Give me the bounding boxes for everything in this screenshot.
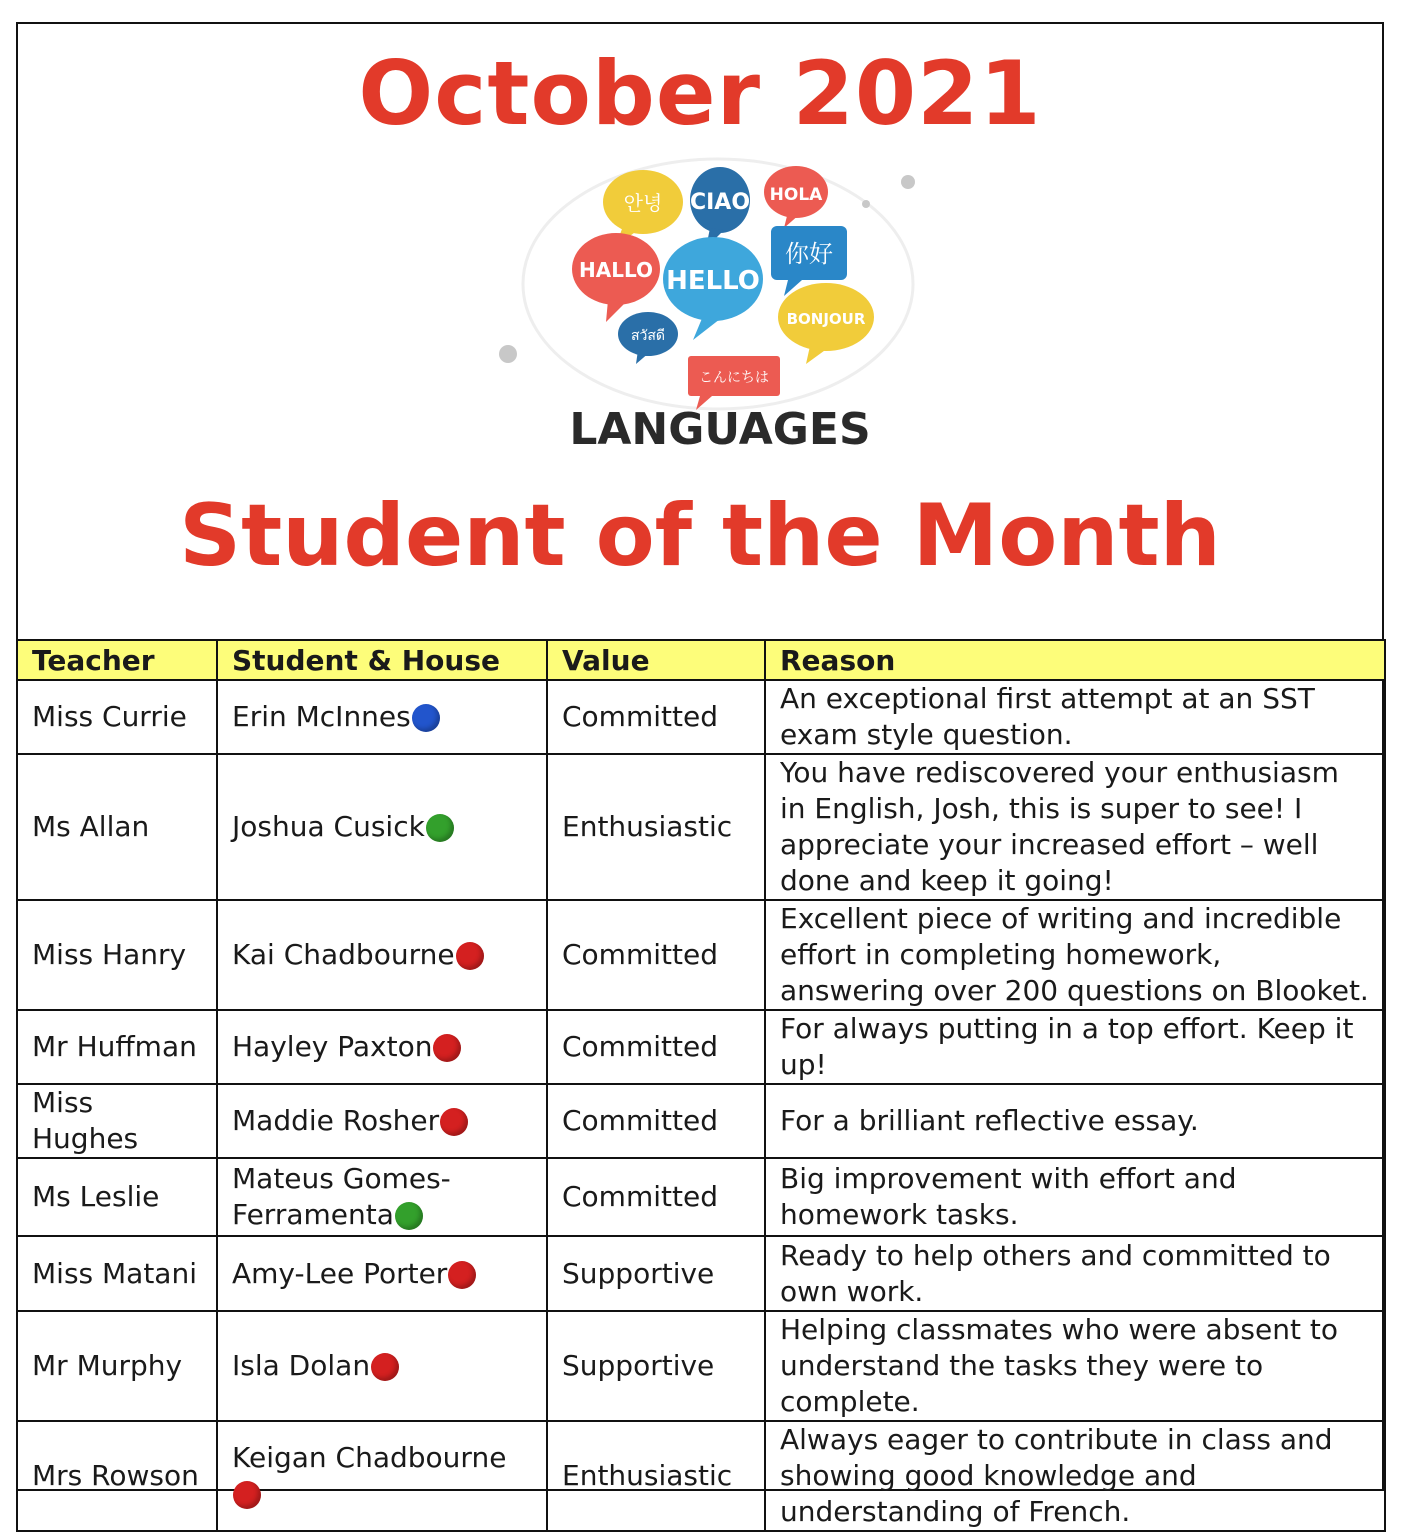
table-header-row xyxy=(17,640,1385,680)
student-cell xyxy=(217,1421,547,1531)
house-blue-icon xyxy=(412,704,440,732)
column-header-reason: Reason xyxy=(765,640,1385,680)
student-name: Erin McInnes xyxy=(232,700,411,733)
languages-logo xyxy=(488,144,948,464)
svg-text:HELLO: HELLO xyxy=(666,266,760,296)
awards-table xyxy=(16,639,1386,1532)
table-row xyxy=(17,754,1385,900)
student-name: Keigan Chadbourne xyxy=(232,1441,507,1474)
table-row xyxy=(17,1158,1385,1236)
table-row xyxy=(17,680,1385,754)
teacher-cell: Miss Matani xyxy=(17,1236,217,1311)
table-row xyxy=(17,1010,1385,1084)
student-cell xyxy=(217,900,547,1010)
svg-text:สวัสดี: สวัสดี xyxy=(630,328,666,344)
svg-text:こんにちは: こんにちは xyxy=(699,370,769,386)
reason-cell: You have rediscovered your enthusiasm in English, Josh, this is super to see! I appreciate your increased effort – well done and keep it going! xyxy=(765,754,1385,900)
reason-cell: Ready to help others and committed to own work. xyxy=(765,1236,1385,1311)
student-cell xyxy=(217,1084,547,1158)
student-name: Joshua Cusick xyxy=(232,810,425,843)
teacher-cell: Miss Currie xyxy=(17,680,217,754)
bubble-sawasdee xyxy=(618,312,678,364)
teacher-cell: Mr Huffman xyxy=(17,1010,217,1084)
student-cell xyxy=(217,1010,547,1084)
value-cell: Supportive xyxy=(547,1311,765,1421)
column-header-value: Value xyxy=(547,640,765,680)
column-header-teacher: Teacher xyxy=(17,640,217,680)
student-name: Amy-Lee Porter xyxy=(232,1256,448,1290)
reason-cell: Big improvement with effort and homework tasks. xyxy=(765,1158,1385,1236)
svg-text:안녕: 안녕 xyxy=(623,191,663,215)
value-cell: Committed xyxy=(547,1158,765,1236)
student-name: Hayley Paxton xyxy=(232,1030,433,1063)
house-green-icon xyxy=(395,1202,423,1230)
teacher-cell: Mrs Rowson xyxy=(17,1421,217,1531)
svg-text:CIAO: CIAO xyxy=(689,190,751,215)
teacher-cell: Ms Leslie xyxy=(17,1158,217,1236)
house-red-icon xyxy=(371,1353,399,1381)
bubble-hello xyxy=(663,237,763,340)
house-red-icon xyxy=(233,1481,261,1509)
teacher-cell: Mr Murphy xyxy=(17,1311,217,1421)
svg-text:BONJOUR: BONJOUR xyxy=(786,310,866,328)
bubble-konnichiwa xyxy=(688,356,780,410)
value-cell: Enthusiastic xyxy=(547,754,765,900)
value-cell: Committed xyxy=(547,1084,765,1158)
table-row xyxy=(17,1311,1385,1421)
value-cell: Supportive xyxy=(547,1236,765,1311)
value-cell: Committed xyxy=(547,900,765,1010)
awards-table-body xyxy=(17,680,1385,1531)
bubble-bonjour xyxy=(778,283,874,364)
student-name: Isla Dolan xyxy=(232,1349,371,1382)
student-name: Maddie Rosher xyxy=(232,1104,440,1137)
house-red-icon xyxy=(440,1108,468,1136)
student-cell xyxy=(217,754,547,900)
reason-cell: For a brilliant reflective essay. xyxy=(765,1084,1385,1158)
table-row xyxy=(17,1236,1385,1311)
page-subtitle: Student of the Month xyxy=(179,486,1221,586)
teacher-cell: Ms Allan xyxy=(17,754,217,900)
table-row xyxy=(17,1084,1385,1158)
student-name: Mateus Gomes-Ferramenta xyxy=(232,1162,451,1231)
page-title: October 2021 xyxy=(358,42,1042,145)
table-row xyxy=(17,900,1385,1010)
house-red-icon xyxy=(456,942,484,970)
reason-cell: An exceptional first attempt at an SST exam style question. xyxy=(765,680,1385,754)
bubble-hallo xyxy=(572,233,660,322)
table-row xyxy=(17,1421,1385,1531)
svg-text:你好: 你好 xyxy=(785,240,833,268)
reason-cell: Helping classmates who were absent to understand the tasks they were to complete. xyxy=(765,1311,1385,1421)
value-cell: Committed xyxy=(547,1010,765,1084)
teacher-cell: Miss Hanry xyxy=(17,900,217,1010)
value-cell: Committed xyxy=(547,680,765,754)
speech-bubbles-icon xyxy=(488,144,948,464)
student-cell xyxy=(217,680,547,754)
bubble-ciao xyxy=(690,167,750,248)
logo-heading: LANGUAGES xyxy=(569,404,871,455)
reason-cell: Always eager to contribute in class and showing good knowledge and understanding of French. xyxy=(765,1421,1385,1531)
svg-text:HALLO: HALLO xyxy=(579,258,653,282)
student-cell xyxy=(217,1311,547,1421)
bubble-hola xyxy=(764,166,828,228)
column-header-student: Student & House xyxy=(217,640,547,680)
student-cell xyxy=(217,1236,547,1311)
reason-cell: Excellent piece of writing and incredible effort in completing homework, answering over 200 questions on Blooket. xyxy=(765,900,1385,1010)
house-red-icon xyxy=(433,1034,461,1062)
teacher-cell: Miss Hughes xyxy=(17,1084,217,1158)
student-cell xyxy=(217,1158,547,1236)
house-red-icon xyxy=(448,1261,476,1289)
reason-cell: For always putting in a top effort. Keep it up! xyxy=(765,1010,1385,1084)
student-name: Kai Chadbourne xyxy=(232,938,455,971)
value-cell: Enthusiastic xyxy=(547,1421,765,1531)
svg-text:HOLA: HOLA xyxy=(769,185,823,205)
house-green-icon xyxy=(426,814,454,842)
